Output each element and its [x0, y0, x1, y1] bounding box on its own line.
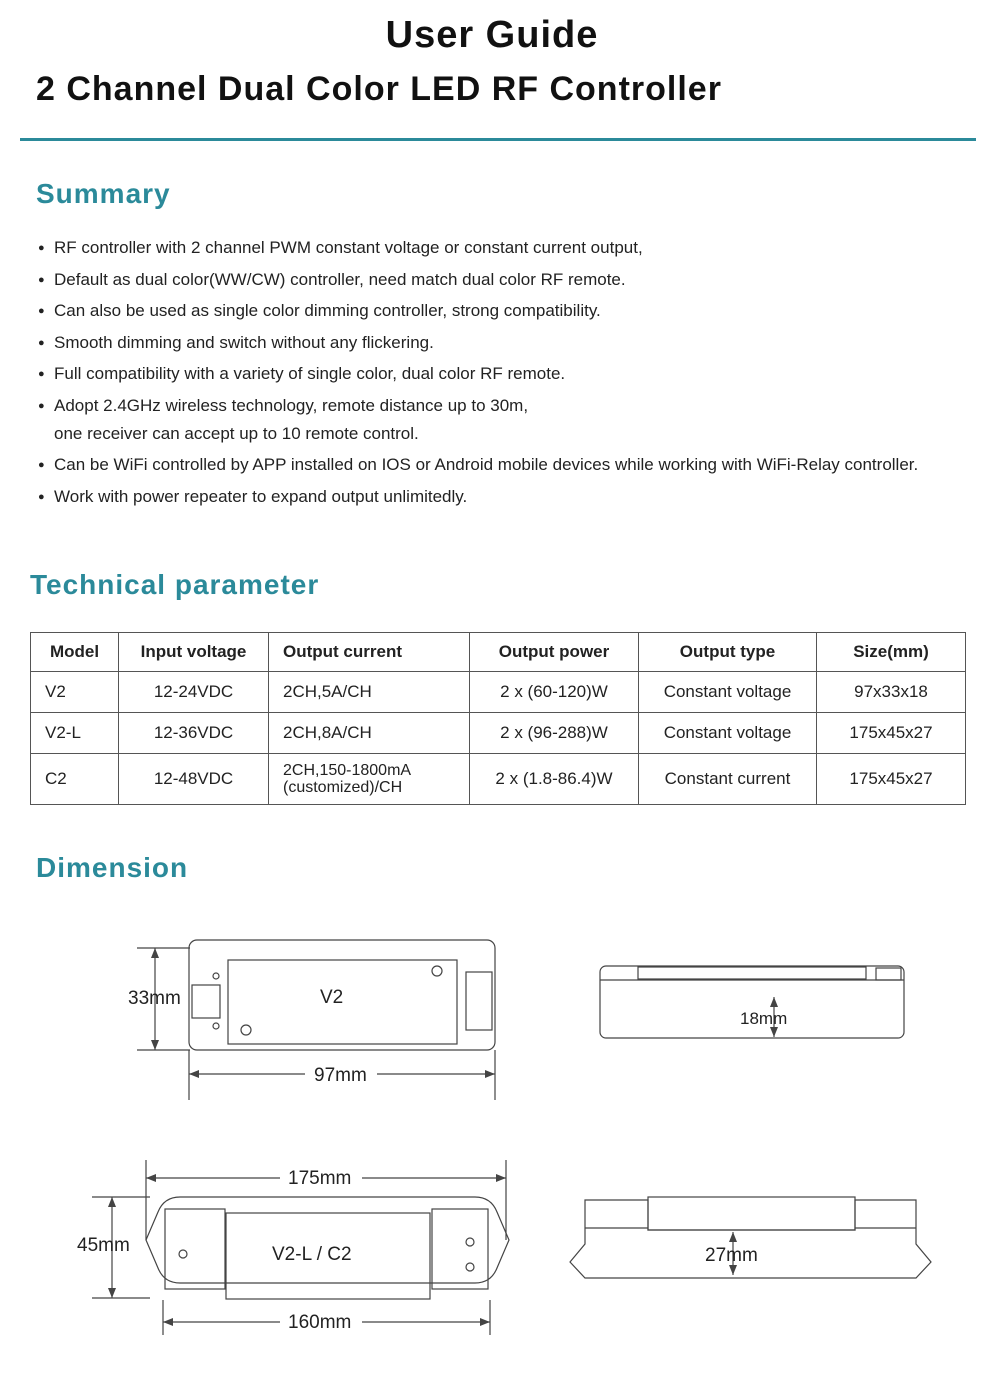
- v2-length-label: 97mm: [314, 1065, 367, 1086]
- cell-input-voltage: 12-48VDC: [119, 754, 269, 805]
- column-header-model: Model: [31, 633, 119, 672]
- summary-item-text: Full compatibility with a variety of single color, dual color RF remote.: [54, 364, 566, 383]
- header-divider: [20, 138, 976, 141]
- summary-item: [38, 392, 968, 448]
- summary-item-text: Adopt 2.4GHz wireless technology, remote distance up to 30m, one receiver can accept up to 10 remote control.: [54, 395, 529, 443]
- summary-item: [38, 266, 968, 294]
- summary-list: [38, 234, 968, 514]
- summary-item-text: Work with power repeater to expand output unlimitedly.: [54, 486, 468, 506]
- summary-item: [38, 451, 968, 479]
- cell-output-power: 2 x (96-288)W: [470, 713, 639, 754]
- technical-heading: Technical parameter: [30, 569, 320, 600]
- v2-device-label: V2: [320, 987, 344, 1008]
- summary-item-text: Can be WiFi controlled by APP installed on IOS or Android mobile devices while working with WiFi-Relay controller.: [54, 455, 919, 474]
- v2l-device-label: V2-L / C2: [272, 1244, 352, 1265]
- table-row: [31, 754, 966, 805]
- cell-output-type: Constant voltage: [639, 713, 817, 754]
- v2l-height-label: 45mm: [77, 1235, 130, 1256]
- dimension-drawings: [0, 910, 1000, 1350]
- cell-model: V2: [31, 672, 119, 713]
- spec-table: [30, 632, 966, 805]
- cell-output-type: Constant current: [639, 754, 817, 805]
- v2l-length-label: 175mm: [288, 1168, 352, 1189]
- column-header-output-current: Output current: [269, 633, 470, 672]
- document-title: User Guide: [385, 14, 599, 56]
- summary-item: [38, 360, 968, 388]
- dimension-heading: Dimension: [36, 852, 189, 883]
- cell-output-current: 2CH,8A/CH: [269, 713, 470, 754]
- summary-item: [38, 483, 968, 511]
- cell-size: 175x45x27: [817, 754, 966, 805]
- column-header-input-voltage: Input voltage: [119, 633, 269, 672]
- cell-output-power: 2 x (1.8-86.4)W: [470, 754, 639, 805]
- v2l-inner-length-label: 160mm: [288, 1312, 352, 1333]
- summary-item-text: Smooth dimming and switch without any flickering.: [54, 332, 434, 352]
- table-header-row: [31, 633, 966, 672]
- summary-item: [38, 297, 968, 325]
- cell-model: C2: [31, 754, 119, 805]
- column-header-size: Size(mm): [817, 633, 966, 672]
- summary-item-text: Default as dual color(WW/CW) controller, need match dual color RF remote.: [54, 269, 626, 289]
- cell-output-type: Constant voltage: [639, 672, 817, 713]
- summary-heading: Summary: [36, 178, 171, 209]
- cell-size: 97x33x18: [817, 672, 966, 713]
- cell-model: V2-L: [31, 713, 119, 754]
- summary-item: [38, 329, 968, 357]
- summary-item-text: Can also be used as single color dimming controller, strong compatibility.: [54, 301, 601, 320]
- cell-output-current: 2CH,150-1800mA (customized)/CH: [269, 754, 470, 805]
- cell-output-current: 2CH,5A/CH: [269, 672, 470, 713]
- cell-output-power: 2 x (60-120)W: [470, 672, 639, 713]
- column-header-output-type: Output type: [639, 633, 817, 672]
- summary-item-text: RF controller with 2 channel PWM constant voltage or constant current output,: [54, 238, 643, 257]
- cell-input-voltage: 12-24VDC: [119, 672, 269, 713]
- cell-input-voltage: 12-36VDC: [119, 713, 269, 754]
- document-subtitle: 2 Channel Dual Color LED RF Controller: [36, 70, 722, 108]
- table-row: [31, 672, 966, 713]
- v2-height-label: 33mm: [128, 988, 181, 1009]
- v2l-depth-label: 27mm: [705, 1245, 758, 1266]
- v2-depth-label: 18mm: [740, 1009, 788, 1028]
- cell-size: 175x45x27: [817, 713, 966, 754]
- column-header-output-power: Output power: [470, 633, 639, 672]
- table-row: [31, 713, 966, 754]
- summary-item: [38, 234, 968, 262]
